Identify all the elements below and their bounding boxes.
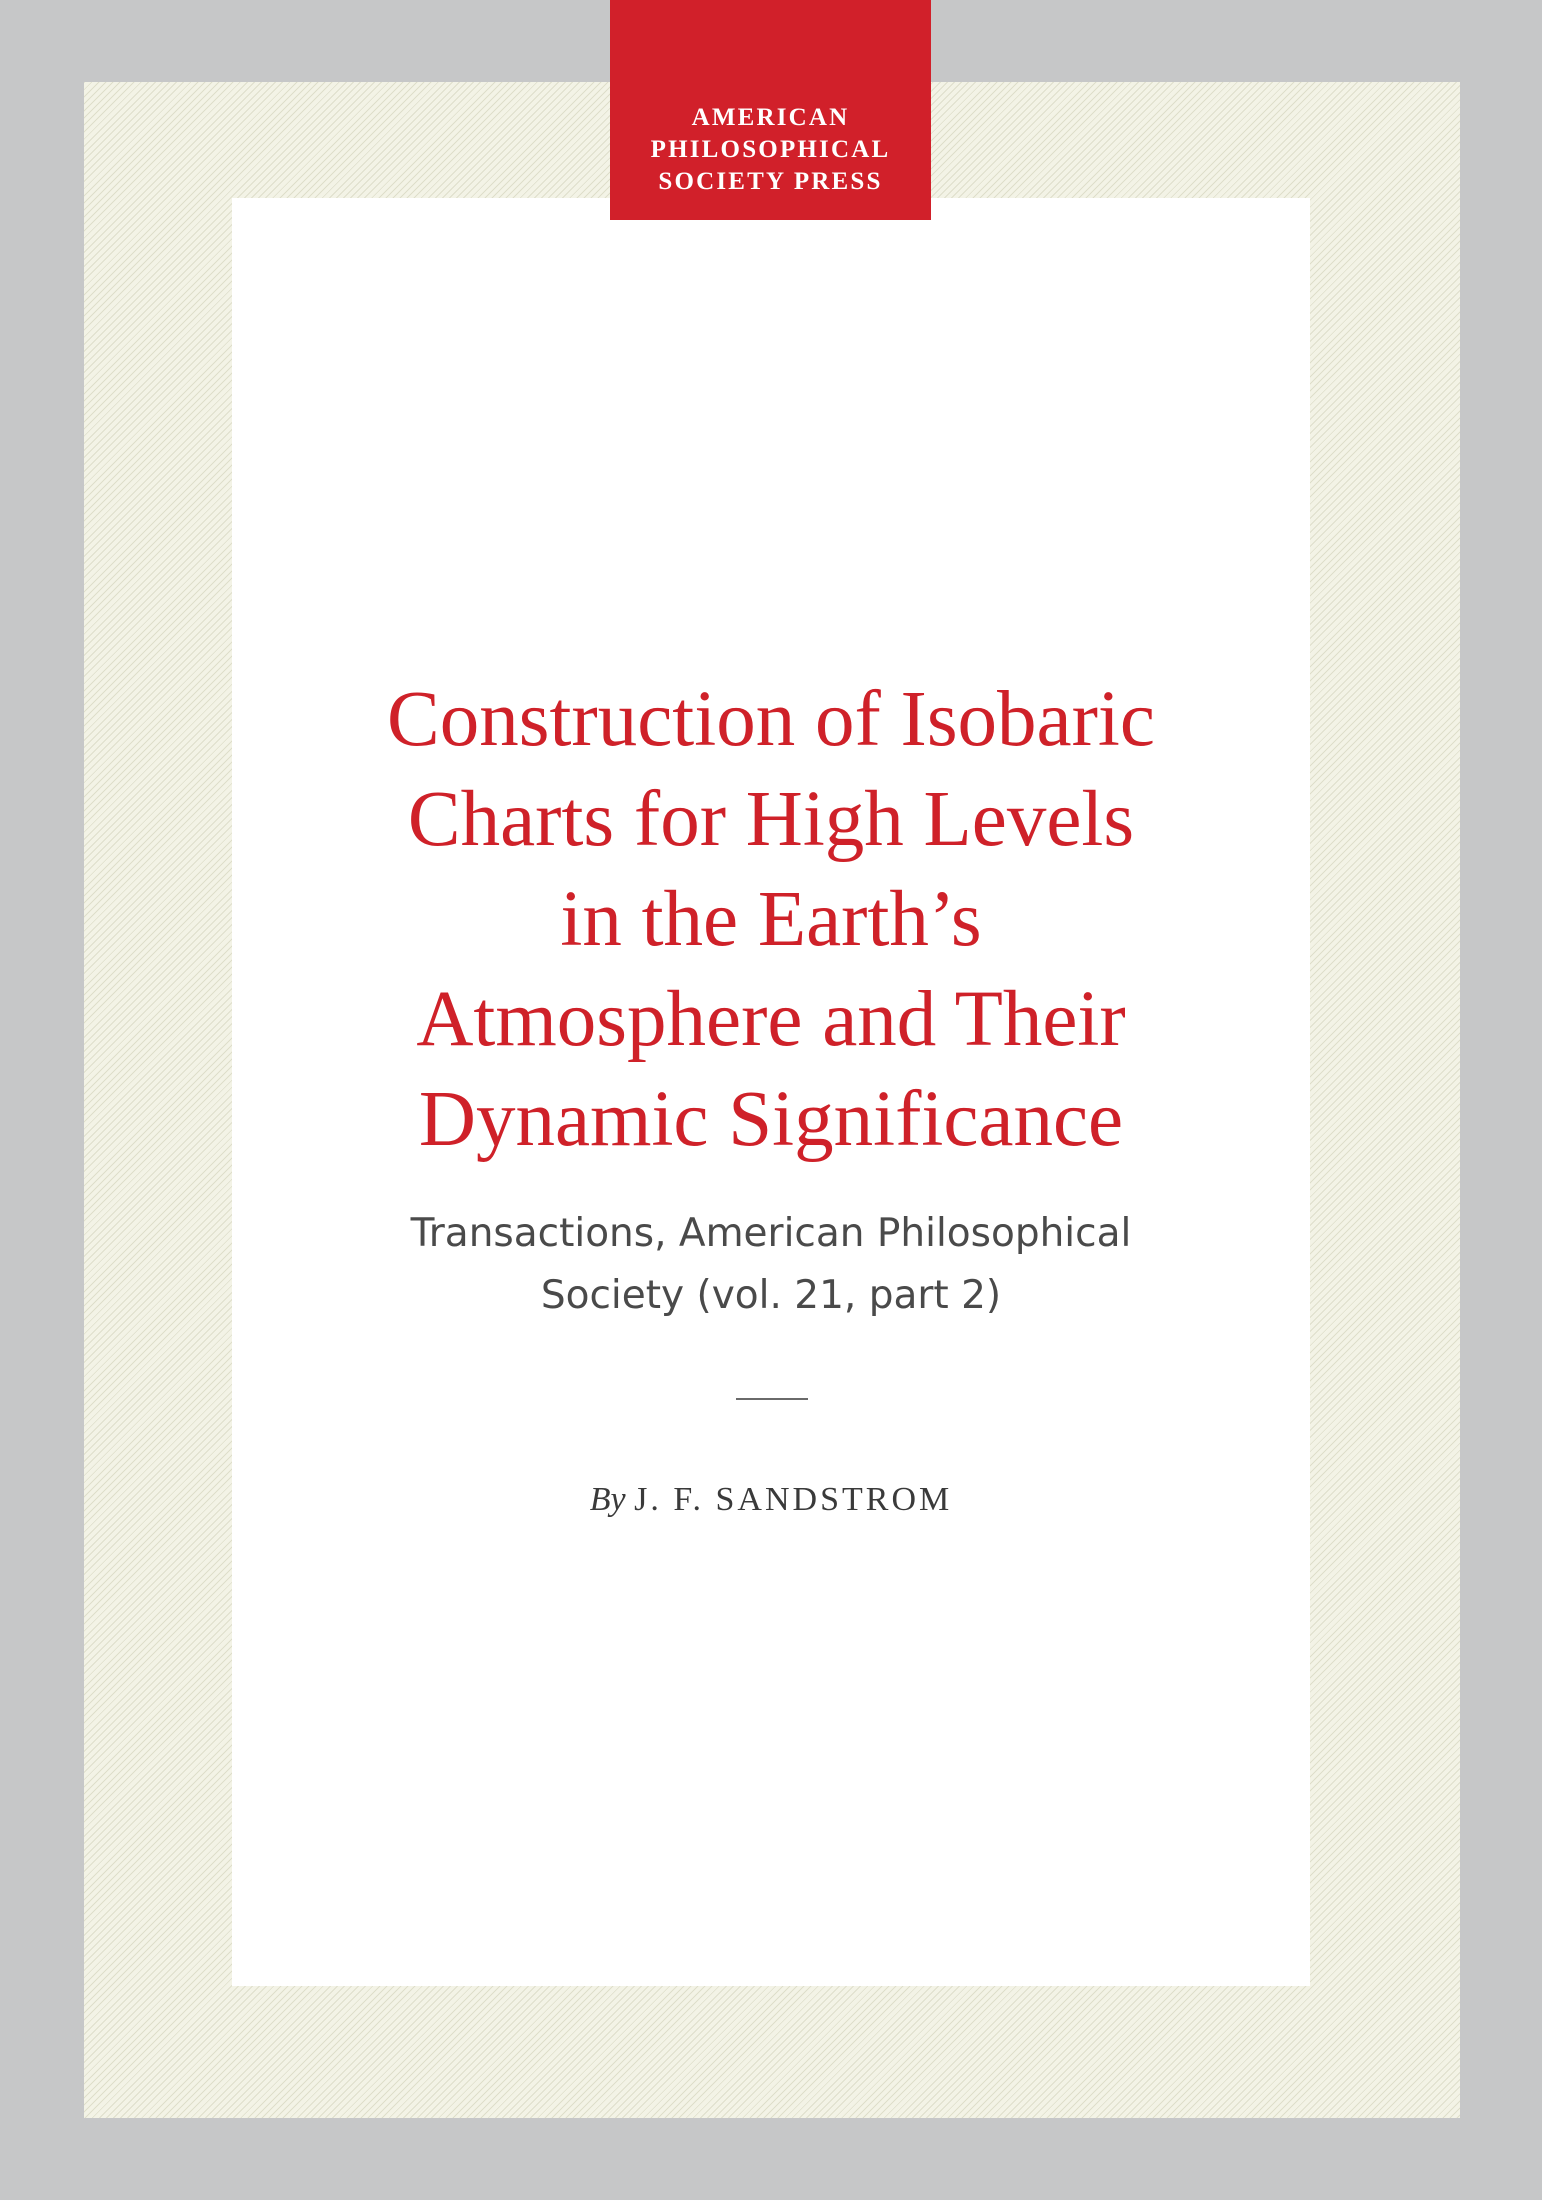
byline	[400, 1478, 1142, 1522]
book-subtitle: Transactions, American Philosophical Society (vol. 21, part 2)	[410, 1211, 1132, 1318]
divider-line	[736, 1398, 808, 1400]
author-name: J. F. SANDSTROM	[634, 1481, 953, 1518]
publisher-name: AMERICAN PHILOSOPHICAL SOCIETY PRESS	[650, 104, 891, 195]
book-title: Construction of Isobaric Charts for High Levels in the Earth’s Atmosphere and Their Dynamic Significance	[387, 676, 1155, 1163]
byline-prefix: By	[589, 1481, 626, 1518]
publisher-badge	[610, 0, 931, 220]
